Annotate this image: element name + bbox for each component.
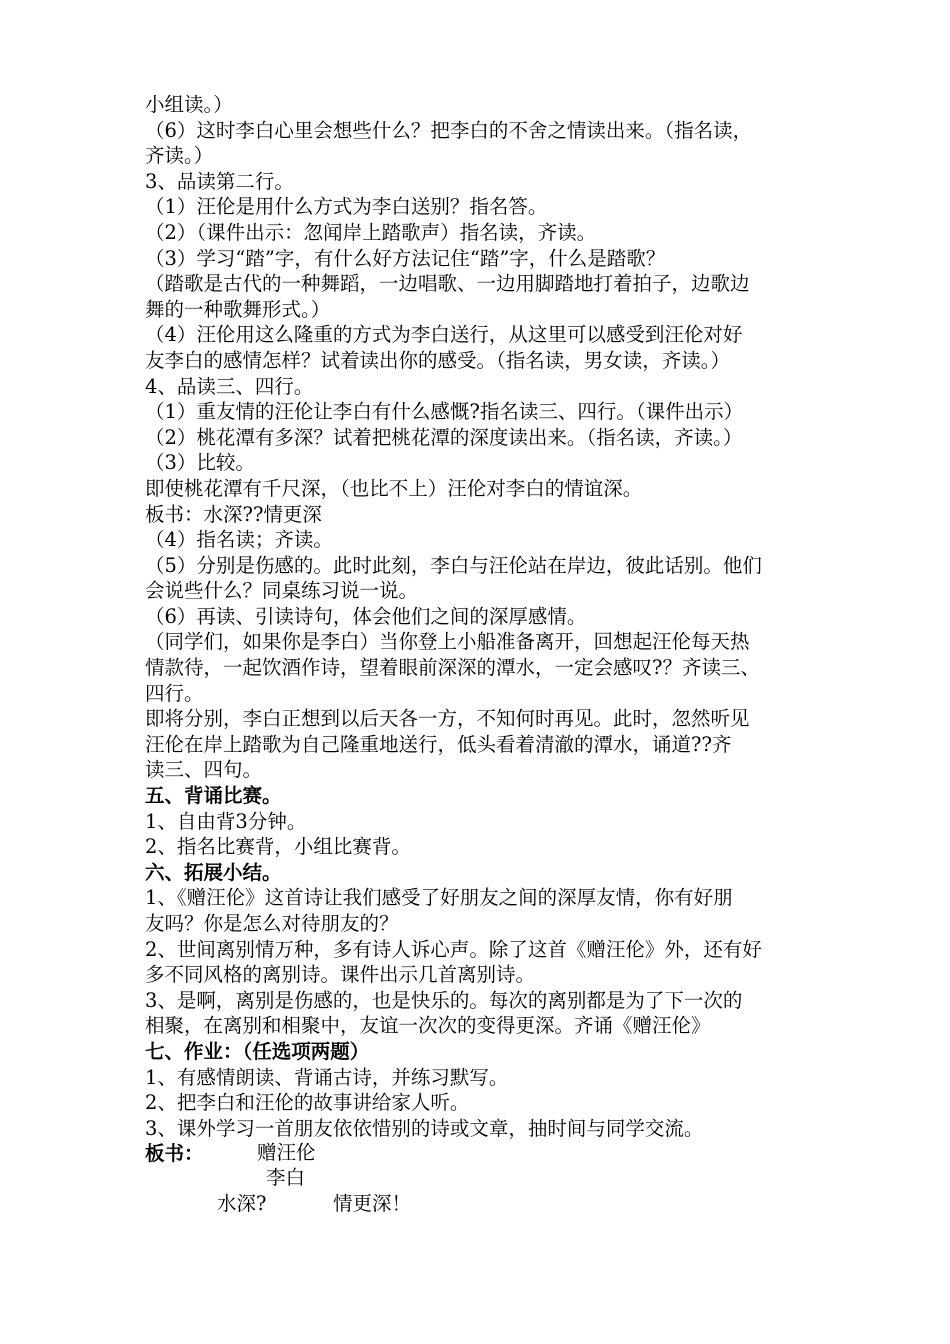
text-line: （4）汪伦用这么隆重的方式为李白送行，从这里可以感受到汪伦对好 (145, 323, 743, 347)
text-line: 3、是啊，离别是伤感的，也是快乐的。每次的离别都是为了下一次的 (145, 988, 743, 1012)
text-line: 四行。 (145, 681, 204, 705)
text-line: 3、课外学习一首朋友依依惜别的诗或文章，抽时间与同学交流。 (145, 1116, 704, 1140)
text-line: （4）指名读；齐读。 (145, 528, 333, 552)
text-line: 2、把李白和汪伦的故事讲给家人听。 (145, 1091, 470, 1115)
text-line: 友吗？你是怎么对待朋友的？ (145, 912, 399, 935)
text-line: 读三、四句。 (145, 758, 263, 782)
document-body (145, 92, 815, 1167)
text-line: 板书：水深??情更深 (145, 502, 322, 526)
text-line: （同学们，如果你是李白）当你登上小船准备离开，回想起汪伦每天热 (145, 630, 750, 654)
text-line: 舞的一种歌舞形式。） (145, 297, 331, 321)
text-line: 汪伦在岸上踏歌为自己隆重地送行，低头看着清澈的潭水，诵道??齐 (145, 732, 732, 756)
text-line: 3、品读第二行。 (145, 169, 294, 193)
section-heading: 六、拓展小结。 (145, 860, 282, 884)
text-line: 2、世间离别情万种，多有诗人诉心声。除了这首《赠汪伦》外，还有好 (145, 937, 762, 961)
text-line: （3）比较。 (145, 451, 255, 475)
board-author: 李白 (266, 1166, 306, 1189)
text-line: 情款待，一起饮酒作诗，望着眼前深深的潭水，一定会感叹?？齐读三、 (145, 656, 760, 680)
text-line: 1、《赠汪伦》这首诗让我们感受了好朋友之间的深厚友情，你有好朋 (145, 886, 733, 910)
text-line: （1）汪伦是用什么方式为李白送别？指名答。 (145, 195, 548, 219)
text-line: （1）重友情的汪伦让李白有什么感慨?指名读三、四行。（课件出示） (145, 400, 744, 424)
text-line: 多不同风格的离别诗。课件出示几首离别诗。 (145, 963, 536, 987)
board-left: 水深? (217, 1192, 267, 1215)
section-heading: 七、作业：（任选项两题） (145, 1039, 370, 1063)
text-line: 相聚，在离别和相聚中，友谊一次次的变得更深。齐诵《赠汪伦》 (145, 1014, 711, 1038)
text-line: （6）这时李白心里会想些什么？把李白的不舍之情读出来。（指名读， (145, 118, 753, 142)
text-line: （3）学习“踏”字，有什么好方法记住“踏”字，什么是踏歌？ (145, 246, 666, 270)
text-line: （5）分别是伤感的。此时此刻，李白与汪伦站在岸边，彼此话别。他们 (145, 553, 762, 577)
text-line: 1、有感情朗读、背诵古诗，并练习默写。 (145, 1065, 509, 1089)
text-line: （6）再读、引读诗句，体会他们之间的深厚感情。 (145, 604, 587, 628)
text-line: 友李白的感情怎样？试着读出你的感受。（指名读，男女读，齐读。） (145, 348, 731, 372)
text-line: 2、指名比赛背，小组比赛背。 (145, 835, 411, 859)
text-line: 齐读。） (145, 144, 214, 168)
text-line: （2）（课件出示：忽闻岸上踏歌声）指名读，齐读。 (145, 220, 597, 244)
text-line: 即使桃花潭有千尺深，（也比不上）汪伦对李白的情谊深。 (145, 476, 643, 500)
text-line: （踏歌是古代的一种舞蹈，一边唱歌、一边用脚踏地打着拍子，边歌边 (145, 272, 750, 296)
board-right: 情更深！ (333, 1192, 412, 1215)
text-line: 1、自由背3分钟。 (145, 809, 307, 833)
text-line: 4、品读三、四行。 (145, 374, 314, 398)
section-heading: 五、背诵比赛。 (145, 784, 282, 808)
text-line: （2）桃花潭有多深？试着把桃花潭的深度读出来。（指名读，齐读。） (145, 425, 743, 449)
text-line: 小组读。） (145, 93, 233, 116)
section-heading: 板书： (145, 1142, 204, 1166)
board-title: 赠汪伦 (257, 1141, 316, 1164)
text-line: 会说些什么？同桌练习说一说。 (145, 579, 419, 603)
text-line: 即将分别，李白正想到以后天各一方，不知何时再见。此时，忽然听见 (145, 707, 750, 731)
